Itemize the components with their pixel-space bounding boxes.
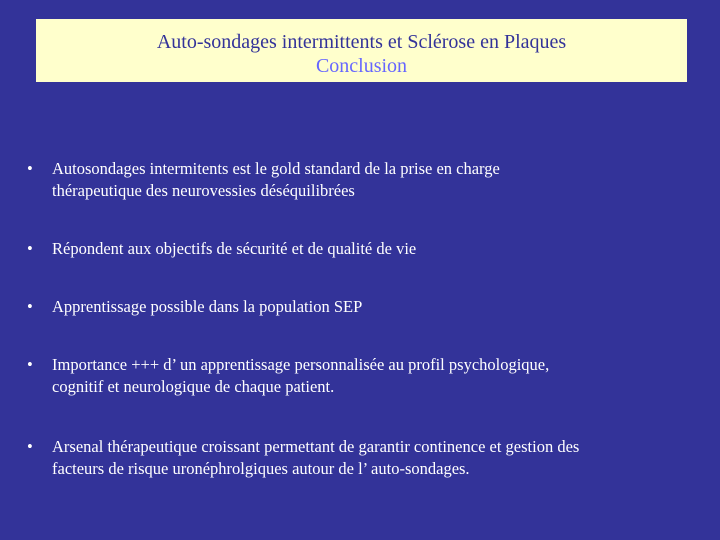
- bullet-text: [52, 296, 717, 318]
- bullet-text: [52, 158, 717, 202]
- bullet-text: [52, 354, 717, 398]
- bullet-line: Autosondages intermitents est le gold standard de la prise en charge: [52, 159, 500, 178]
- bullet-line: Apprentissage possible dans la population SEP: [52, 297, 363, 316]
- bullet-marker: •: [27, 159, 33, 178]
- bullet-line: cognitif et neurologique de chaque patient.: [52, 377, 335, 396]
- slide-subtitle: Conclusion: [315, 55, 408, 77]
- bullet-line: thérapeutique des neurovessies déséquilibrées: [52, 181, 355, 200]
- bullet-line: Arsenal thérapeutique croissant permettant de garantir continence et gestion des: [52, 437, 580, 456]
- bullet-line: Importance +++ d’ un apprentissage personnalisée au profil psychologique,: [52, 355, 550, 374]
- bullet-text: [52, 238, 717, 260]
- bullet-line: Répondent aux objectifs de sécurité et de qualité de vie: [52, 239, 417, 258]
- bullet-line: facteurs de risque uronéphrolgiques autour de l’ auto-sondages.: [52, 459, 470, 478]
- bullet-marker: •: [27, 355, 33, 374]
- bullet-marker: •: [27, 297, 33, 316]
- bullet-marker: •: [27, 239, 33, 258]
- bullet-marker: •: [27, 437, 33, 456]
- slide-title: Auto-sondages intermittents et Sclérose en Plaques: [156, 31, 567, 53]
- bullet-text: [52, 436, 717, 480]
